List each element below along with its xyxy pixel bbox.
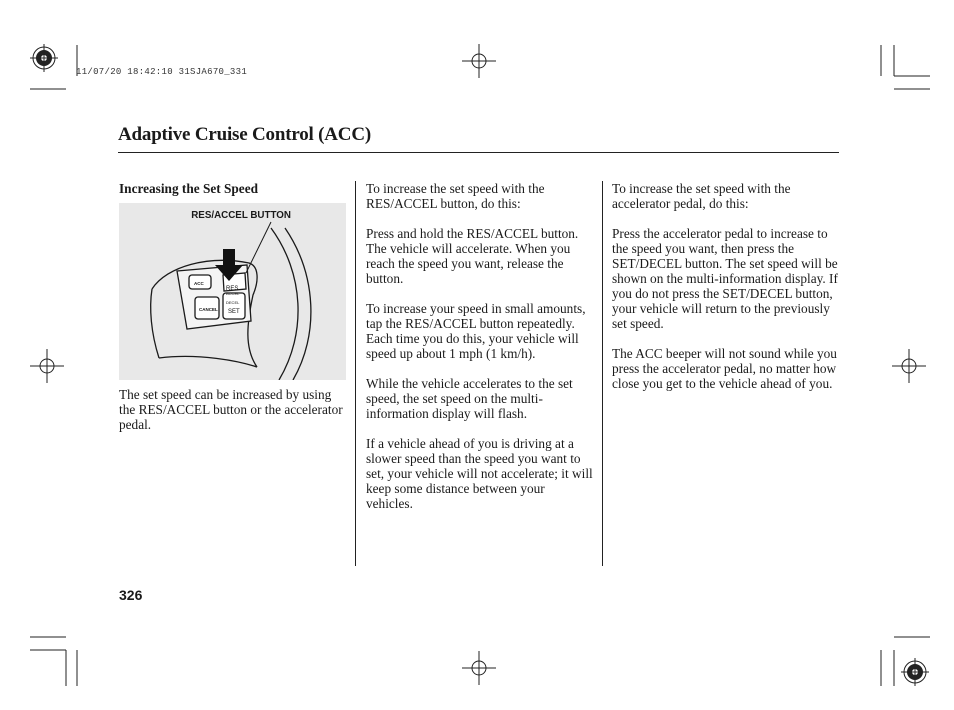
paragraph: Press the accelerator pedal to increase to the speed you want, then press the SET/DECEL button. The set speed will be shown on the multi-information display. If you do not press the SET/DECEL button, your vehicle will return to the previously set speed.	[612, 226, 838, 331]
section-subheading: Increasing the Set Speed	[119, 181, 259, 196]
column-divider-2	[602, 181, 603, 566]
intro-paragraph: The set speed can be increased by using the RES/ACCEL button or the accelerator pedal.	[119, 387, 343, 432]
paragraph: If a vehicle ahead of you is driving at a slower speed than the speed you want to set, your vehicle will not accelerate; it will keep some distance between your vehicles.	[366, 436, 593, 511]
acc-button-label: ACC	[194, 281, 204, 286]
column-1-text	[119, 387, 347, 447]
print-stamp: 11/07/20 18:42:10 31SJA670_331	[76, 67, 248, 77]
paragraph: Press and hold the RES/ACCEL button. The vehicle will accelerate. When you reach the speed you want, release the button.	[366, 226, 579, 286]
title-rule	[118, 152, 839, 153]
page-title: Adaptive Cruise Control (ACC)	[118, 124, 371, 145]
set-button-label: SET	[228, 309, 240, 315]
steering-wheel-figure	[119, 203, 346, 380]
paragraph: While the vehicle accelerates to the set speed, the set speed on the multi-information display will flash.	[366, 376, 573, 421]
figure-label: RES/ACCEL BUTTON	[191, 210, 291, 221]
column-divider-1	[355, 181, 356, 566]
cancel-button-label: CANCEL	[199, 307, 218, 312]
column-2-text	[366, 181, 594, 526]
page-number: 326	[119, 587, 143, 603]
paragraph: To increase the set speed with the RES/ACCEL button, do this:	[366, 181, 545, 211]
paragraph: The ACC beeper will not sound while you press the accelerator pedal, no matter how close you get to the vehicle ahead of you.	[612, 346, 837, 391]
column-3-text	[612, 181, 844, 406]
steering-wheel-illustration	[119, 203, 346, 380]
paragraph: To increase the set speed with the accelerator pedal, do this:	[612, 181, 791, 211]
res-button-label: RES	[226, 286, 239, 292]
paragraph: To increase your speed in small amounts, tap the RES/ACCEL button repeatedly. Each time you do this, your vehicle will speed up about 1 mph (1 km/h).	[366, 301, 586, 361]
decel-button-label: DECEL	[226, 300, 240, 305]
accel-button-label: ACCEL	[226, 291, 240, 296]
